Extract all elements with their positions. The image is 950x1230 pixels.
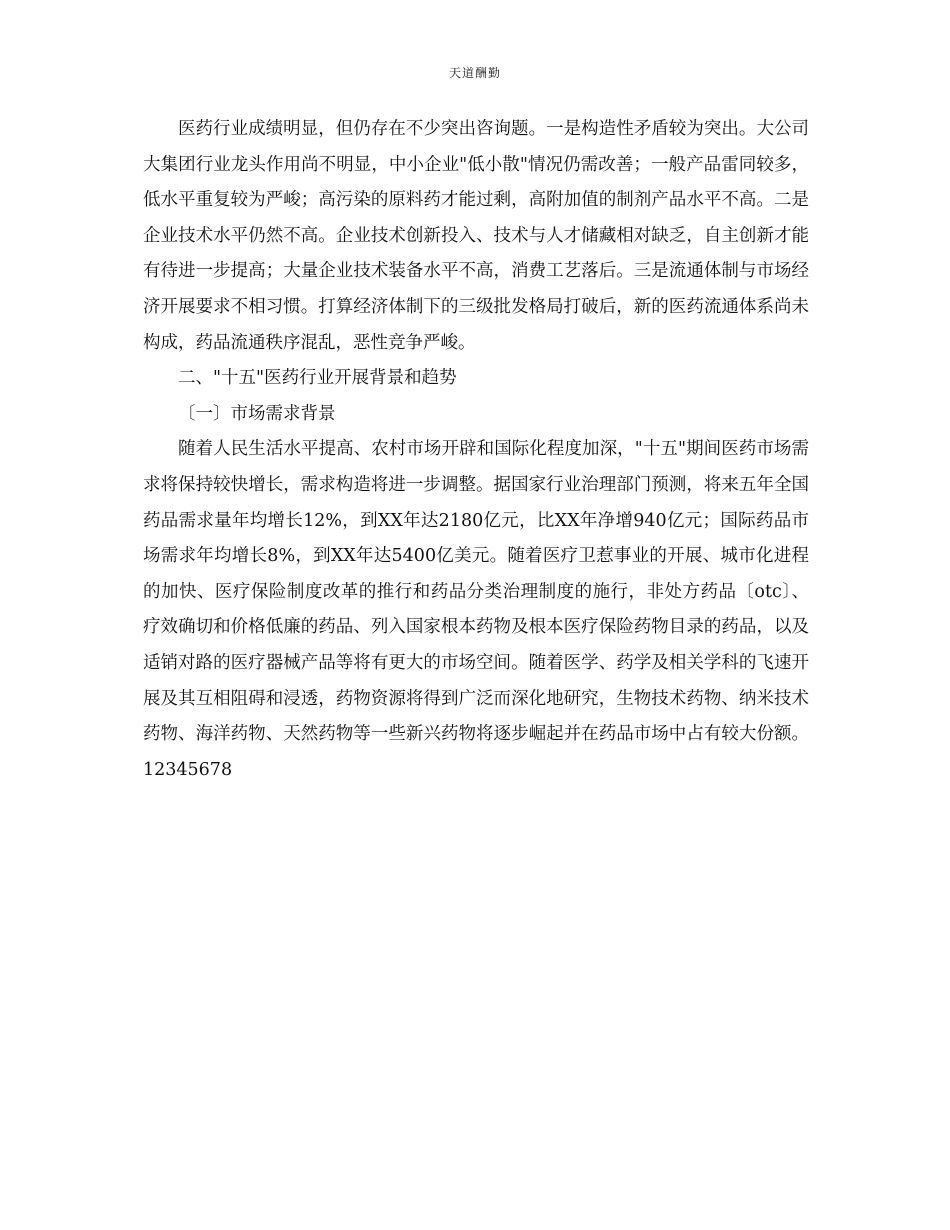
- paragraph-market-demand: 随着人民生活水平提高、农村市场开辟和国际化程度加深，"十五"期间医药市场需求将保持较快增长，需求构造将进一步调整。据国家行业治理部门预测，将来五年全国药品需求量年均增长12%，到XX年达2180亿元，比XX年净增940亿元；国际药品市场需求年均增长8%，到XX年达5400亿美元。随着医疗卫惹事业的开展、城市化进程的加快、医疗保险制度改革的推行和药品分类治理制度的施行，非处方药品〔otc〕、疗效确切和价格低廉的药品、列入国家根本药物及根本医疗保险药物目录的药品，以及适销对路的医疗器械产品等将有更大的市场空间。随着医学、药学及相关学科的飞速开展及其互相阻碍和浸透，药物资源将得到广泛而深化地研究，生物技术药物、纳米技术药物、海洋药物、天然药物等一些新兴药物将逐步崛起并在药品市场中占有较大份额。12345678: [143, 439, 809, 780]
- page-header: 天道酬勤: [448, 66, 501, 80]
- document-body: [143, 112, 809, 788]
- subsection-heading: 〔一〕市场需求背景: [178, 403, 336, 424]
- paragraph-industry-problems: 医药行业成绩明显，但仍存在不少突出咨询题。一是构造性矛盾较为突出。大公司大集团行业龙头作用尚不明显，中小企业"低小散"情况仍需改善；一般产品雷同较多，低水平重复较为严峻；高污染的原料药才能过剩，高附加值的制剂产品水平不高。二是企业技术水平仍然不高。企业技术创新投入、技术与人才储藏相对缺乏，自主创新才能有待进一步提高；大量企业技术装备水平不高，消费工艺落后。三是流通体制与市场经济开展要求不相习惯。打算经济体制下的三级批发格局打破后，新的医药流通体系尚未构成，药品流通秩序混乱，恶性竞争严峻。: [143, 119, 809, 353]
- section-heading: 二、"十五"医药行业开展背景和趋势: [178, 368, 457, 389]
